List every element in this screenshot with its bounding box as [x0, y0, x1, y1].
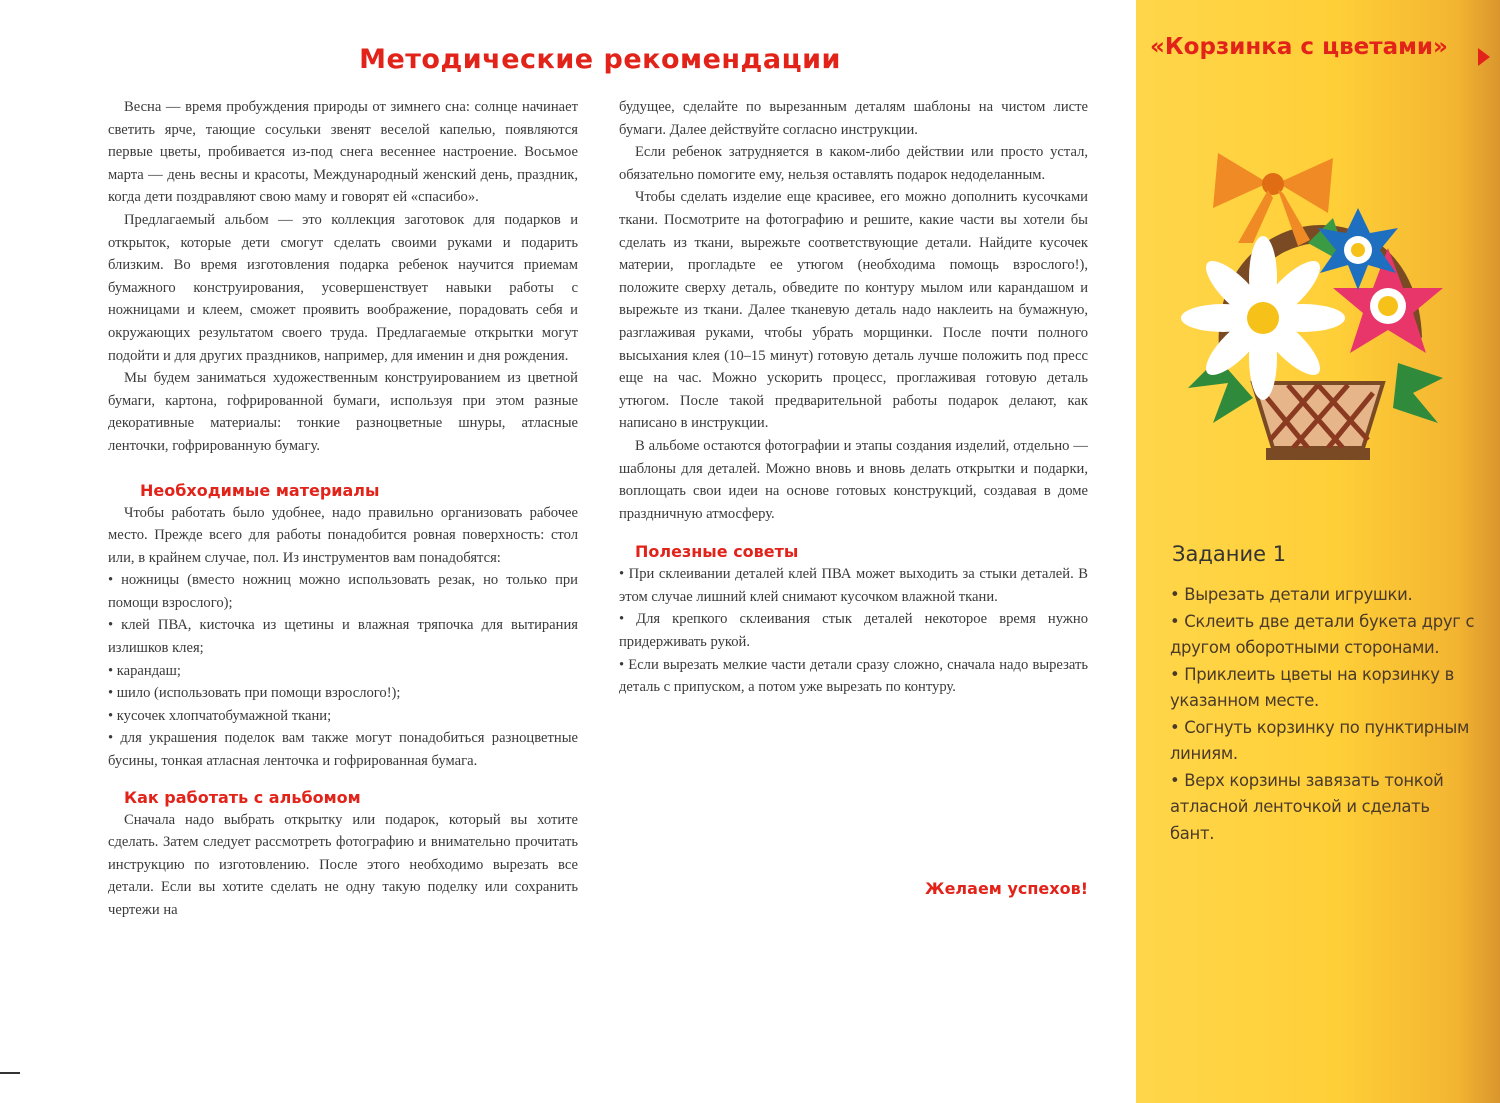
- materials-heading: Необходимые материалы: [140, 480, 380, 500]
- materials-item: • шило (использовать при помощи взрослого!);: [108, 685, 401, 702]
- leaf: [1393, 363, 1443, 423]
- basket-base: [1266, 448, 1370, 460]
- materials-item: • клей ПВА, кисточка из щетины и влажная тряпочка для вытирания излишков клея;: [108, 617, 578, 657]
- materials-item: • ножницы (вместо ножниц можно использовать резак, но только при помощи взрослого);: [108, 572, 578, 611]
- body-paragraph: В альбоме остаются фотографии и этапы создания изделий, отдельно — шаблоны для деталей. Можно вновь и вновь делать открытки и подарки, воплощать свои идеи на основе готовых конструкций, создавая в доме праздничную атмосферу.: [619, 437, 1088, 522]
- album-heading: Как работать с альбомом: [124, 787, 361, 807]
- materials-intro: Чтобы работать было удобнее, надо правильно организовать рабочее место. Прежде всего для работы понадобится ровная поверхность: стол или, в крайнем случае, пол. Из инструментов вам понадобятся:: [108, 504, 578, 566]
- page-title: Методические рекомендации: [359, 44, 841, 75]
- tip-item: • Для крепкого склеивания стык деталей некоторое время нужно придерживать рукой.: [619, 611, 1088, 651]
- panel-title: «Корзинка с цветами»: [1150, 34, 1448, 60]
- body-paragraph: Если ребенок затрудняется в каком-либо действии или просто устал, обязательно помогите ему, нельзя оставлять подарок недоделанным.: [619, 144, 1088, 183]
- body-paragraph: Чтобы сделать изделие еще красивее, его можно дополнить кусочками ткани. Посмотрите на фотографию и решите, какие части вы хотели бы сделать из ткани, вырежьте соответствующие детали. Найдите кусочек материи, прогладьте ее утюгом (необходима помощь взрослого!), положите сверху деталь, обведите по контуру мылом или карандашом и вырежьте из ткани. Далее тканевую деталь надо наклеить на бумажную, разглаживая руками, чтобы убрать морщинки. После почти полного высыхания клея (10–15 минут) готовую деталь лучше положить под пресс еще на час. Можно ускорить процесс, проглаживая готовую деталь утюгом. После такой предварительной работы подарок делают, как написано в инструкции.: [619, 189, 1088, 432]
- task-item: • Приклеить цветы на корзинку в указанном месте.: [1170, 664, 1454, 710]
- intro-paragraph: Предлагаемый альбом — это коллекция заготовок для подарков и открыток, которые дети смогут сделать своими руками и подарить близким. Во время изготовления подарка ребенок научится приемам бумажного конструирования, усовершенствует навыки работы с ножницами и клеем, сможет проявить воображение, порадовать себя и окружающих результатом своего труда. Предлагаемые открытки могут подойти и для других праздников, например, для именин и дня рождения.: [108, 211, 578, 364]
- left-column: [108, 96, 578, 922]
- task-item: • Верх корзины завязать тонкой атласной ленточкой и сделать бант.: [1170, 770, 1444, 843]
- task-item: • Вырезать детали игрушки.: [1170, 585, 1413, 604]
- materials-item: • карандаш;: [108, 662, 181, 679]
- album-paragraph: Сначала надо выбрать открытку или подарок, который вы хотите сделать. Затем следует рассмотреть фотографию и внимательно прочитать инструкцию по изготовлению. После этого необходимо вырезать все детали. Если вы хотите сделать не одну такую поделку или сохранить чертежи на: [108, 811, 578, 918]
- arrow-right-icon: [1478, 48, 1490, 66]
- continuation-paragraph: будущее, сделайте по вырезанным деталям шаблоны на чистом листе бумаги. Далее действуйте согласно инструкции.: [619, 99, 1088, 138]
- tip-item: • Если вырезать мелкие части детали сразу сложно, сначала надо вырезать деталь с припуском, а потом уже вырезать по контуру.: [619, 656, 1088, 696]
- tip-item: • При склеивании деталей клей ПВА может выходить за стыки деталей. В этом случае лишний клей снимают кусочком влажной ткани.: [619, 566, 1088, 605]
- closing-wish: Желаем успехов!: [924, 879, 1088, 898]
- margin-mark: [0, 1072, 20, 1074]
- middle-column: [619, 96, 1088, 699]
- tips-heading: Полезные советы: [635, 542, 799, 562]
- flower-basket-illustration: [1158, 148, 1468, 478]
- intro-paragraph: Весна — время пробуждения природы от зимнего сна: солнце начинает светить ярче, тающие сосульки звенят веселой капелью, появляются первые цветы, пробивается из-под снега весеннее настроение. Восьмое марта — день весны и красоты, Международный женский день, праздник, когда дети поздравляют свою маму и говорят ей «спасибо».: [108, 99, 578, 206]
- task-item: • Согнуть корзинку по пунктирным линиям.: [1170, 717, 1470, 763]
- intro-paragraph: Мы будем заниматься художественным конструированием из цветной бумаги, картона, гофрированной бумаги, используя при этом разные декоративные материалы: тонкие разноцветные шнуры, атласные ленточки, гофрированную бумагу.: [108, 370, 578, 454]
- materials-item: • для украшения поделок вам также могут понадобиться разноцветные бусины, тонкая атласная ленточка и гофрированная бумага.: [108, 730, 578, 770]
- task-title: Задание 1: [1172, 542, 1287, 566]
- task-list: [1170, 582, 1476, 847]
- materials-item: • кусочек хлопчатобумажной ткани;: [108, 707, 332, 724]
- task-item: • Склеить две детали букета друг с другом оборотными сторонами.: [1170, 611, 1475, 657]
